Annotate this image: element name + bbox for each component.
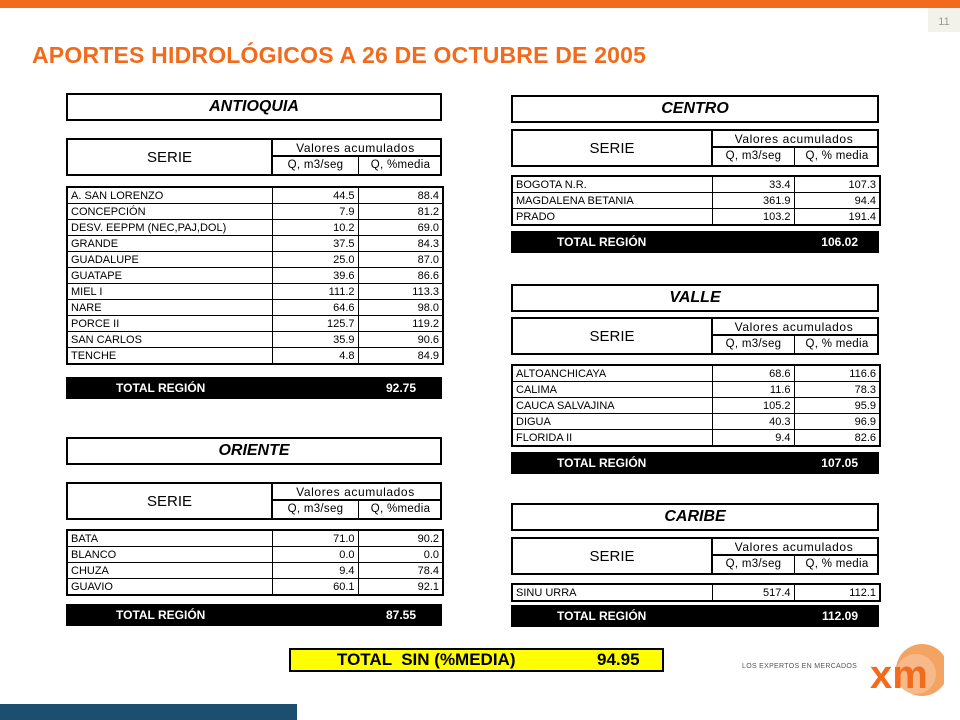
total-region-label: TOTAL REGIÓN <box>116 381 206 395</box>
q-m3-cell: 33.4 <box>712 176 794 193</box>
total-region <box>511 452 879 474</box>
region-title: ORIENTE <box>66 437 442 465</box>
total-region <box>66 377 442 399</box>
table-row <box>67 187 443 204</box>
total-sin-box <box>289 648 664 672</box>
q-pct-cell: 90.6 <box>358 332 443 348</box>
table-row <box>67 579 443 596</box>
logo-mark-text: xm <box>870 653 928 697</box>
serie-cell: PRADO <box>512 209 712 226</box>
q-m3-header: Q, m3/seg <box>713 148 795 165</box>
xm-logo-mark <box>864 640 944 702</box>
q-m3-cell: 517.4 <box>712 584 794 601</box>
q-m3-header: Q, m3/seg <box>273 501 359 518</box>
serie-cell: SINU URRA <box>512 584 712 601</box>
top-accent-bar <box>0 0 960 8</box>
table-row <box>67 332 443 348</box>
q-pct-cell: 88.4 <box>358 187 443 204</box>
table-row <box>512 584 880 601</box>
serie-header: SERIE <box>68 140 273 174</box>
page-number: 11 <box>928 8 960 32</box>
serie-cell: SAN CARLOS <box>67 332 272 348</box>
q-m3-cell: 9.4 <box>272 563 358 579</box>
serie-cell: MAGDALENA BETANIA <box>512 193 712 209</box>
q-m3-cell: 64.6 <box>272 300 358 316</box>
q-pct-cell: 191.4 <box>794 209 880 226</box>
data-table <box>511 175 881 226</box>
q-m3-cell: 361.9 <box>712 193 794 209</box>
table-row <box>67 563 443 579</box>
total-region-value: 112.09 <box>821 609 858 623</box>
q-m3-cell: 40.3 <box>712 414 794 430</box>
table-row <box>512 382 880 398</box>
q-pct-cell: 0.0 <box>358 547 443 563</box>
serie-cell: NARE <box>67 300 272 316</box>
serie-cell: DESV. EEPPM (NEC,PAJ,DOL) <box>67 220 272 236</box>
q-m3-cell: 37.5 <box>272 236 358 252</box>
total-region-label: TOTAL REGIÓN <box>557 456 647 470</box>
total-sin-label: TOTAL SIN (%MEDIA) <box>337 650 516 669</box>
valores-header: Valores acumulados <box>711 131 877 148</box>
table-row <box>512 365 880 382</box>
serie-cell: TENCHE <box>67 348 272 365</box>
q-m3-cell: 9.4 <box>712 430 794 447</box>
serie-cell: CAUCA SALVAJINA <box>512 398 712 414</box>
table-row <box>512 430 880 447</box>
q-pct-cell: 84.9 <box>358 348 443 365</box>
q-m3-cell: 4.8 <box>272 348 358 365</box>
q-pct-cell: 92.1 <box>358 579 443 596</box>
q-m3-cell: 105.2 <box>712 398 794 414</box>
q-pct-cell: 113.3 <box>358 284 443 300</box>
q-m3-cell: 39.6 <box>272 268 358 284</box>
q-m3-header: Q, m3/seg <box>273 157 359 174</box>
serie-cell: MIEL I <box>67 284 272 300</box>
q-m3-cell: 7.9 <box>272 204 358 220</box>
total-region <box>511 231 879 253</box>
total-region-label: TOTAL REGIÓN <box>557 235 647 249</box>
q-pct-cell: 86.6 <box>358 268 443 284</box>
table-header <box>66 482 442 520</box>
total-region-label: TOTAL REGIÓN <box>116 608 206 622</box>
serie-header: SERIE <box>513 539 713 573</box>
data-table <box>511 583 881 602</box>
serie-cell: GRANDE <box>67 236 272 252</box>
serie-cell: BLANCO <box>67 547 272 563</box>
q-pct-cell: 96.9 <box>794 414 880 430</box>
region-title: CARIBE <box>511 503 879 531</box>
total-region <box>511 605 879 627</box>
q-pct-cell: 98.0 <box>358 300 443 316</box>
q-pct-header: Q, %media <box>370 503 431 515</box>
serie-header: SERIE <box>513 131 713 165</box>
q-pct-cell: 78.4 <box>358 563 443 579</box>
data-table <box>511 364 881 447</box>
table-row <box>67 252 443 268</box>
table-row <box>67 530 443 547</box>
table-header <box>66 138 442 176</box>
total-region-value: 92.75 <box>385 381 416 395</box>
q-pct-cell: 119.2 <box>358 316 443 332</box>
logo-tagline: LOS EXPERTOS EN MERCADOS <box>742 663 858 670</box>
data-table <box>66 529 444 596</box>
q-m3-header: Q, m3/seg <box>713 336 795 353</box>
table-row <box>67 300 443 316</box>
q-m3-cell: 68.6 <box>712 365 794 382</box>
q-m3-cell: 44.5 <box>272 187 358 204</box>
q-pct-cell: 87.0 <box>358 252 443 268</box>
q-pct-cell: 90.2 <box>358 530 443 547</box>
q-pct-cell: 94.4 <box>794 193 880 209</box>
bottom-navy-bar <box>0 704 297 720</box>
serie-cell: CONCEPCIÓN <box>67 204 272 220</box>
q-m3-cell: 111.2 <box>272 284 358 300</box>
q-pct-header: Q, % media <box>805 558 869 570</box>
serie-cell: BOGOTA N.R. <box>512 176 712 193</box>
region-title: CENTRO <box>511 95 879 123</box>
q-pct-header: Q, % media <box>805 338 869 350</box>
serie-cell: FLORIDA II <box>512 430 712 447</box>
table-row <box>67 268 443 284</box>
serie-cell: CHUZA <box>67 563 272 579</box>
q-pct-cell: 112.1 <box>794 584 880 601</box>
total-region-value: 87.55 <box>385 608 416 622</box>
xm-logo <box>742 640 942 702</box>
q-pct-cell: 81.2 <box>358 204 443 220</box>
q-m3-cell: 11.6 <box>712 382 794 398</box>
table-row <box>67 284 443 300</box>
serie-cell: GUAVIO <box>67 579 272 596</box>
page-title: APORTES HIDROLÓGICOS A 26 DE OCTUBRE DE 2005 <box>32 42 647 68</box>
table-row <box>67 547 443 563</box>
q-m3-cell: 35.9 <box>272 332 358 348</box>
q-pct-cell: 69.0 <box>358 220 443 236</box>
serie-cell: A. SAN LORENZO <box>67 187 272 204</box>
q-m3-cell: 71.0 <box>272 530 358 547</box>
valores-header: Valores acumulados <box>711 539 877 556</box>
serie-header: SERIE <box>68 484 273 518</box>
table-row <box>67 220 443 236</box>
serie-header: SERIE <box>513 319 713 353</box>
q-m3-cell: 103.2 <box>712 209 794 226</box>
table-row <box>67 348 443 365</box>
q-pct-cell: 116.6 <box>794 365 880 382</box>
q-pct-cell: 78.3 <box>794 382 880 398</box>
table-row <box>67 236 443 252</box>
q-m3-cell: 125.7 <box>272 316 358 332</box>
serie-cell: GUADALUPE <box>67 252 272 268</box>
table-row <box>67 316 443 332</box>
data-table <box>66 186 444 365</box>
total-region-value: 106.02 <box>821 235 858 249</box>
q-pct-cell: 95.9 <box>794 398 880 414</box>
total-region <box>66 604 442 626</box>
q-pct-cell: 84.3 <box>358 236 443 252</box>
q-m3-cell: 25.0 <box>272 252 358 268</box>
total-region-label: TOTAL REGIÓN <box>557 609 647 623</box>
serie-cell: DIGUA <box>512 414 712 430</box>
table-header <box>511 129 879 167</box>
table-header <box>511 537 879 575</box>
serie-cell: CALIMA <box>512 382 712 398</box>
serie-cell: BATA <box>67 530 272 547</box>
valores-header: Valores acumulados <box>271 140 440 157</box>
region-title: VALLE <box>511 284 879 312</box>
q-m3-cell: 10.2 <box>272 220 358 236</box>
region-title: ANTIOQUIA <box>66 93 442 121</box>
table-row <box>512 209 880 226</box>
q-pct-header: Q, % media <box>805 150 869 162</box>
total-region-value: 107.05 <box>821 456 858 470</box>
q-pct-cell: 107.3 <box>794 176 880 193</box>
q-m3-header: Q, m3/seg <box>713 556 795 573</box>
valores-header: Valores acumulados <box>711 319 877 336</box>
table-row <box>512 414 880 430</box>
serie-cell: PORCE II <box>67 316 272 332</box>
valores-header: Valores acumulados <box>271 484 440 501</box>
serie-cell: ALTOANCHICAYA <box>512 365 712 382</box>
total-sin-value: 94.95 <box>597 650 640 669</box>
table-row <box>512 398 880 414</box>
q-pct-cell: 82.6 <box>794 430 880 447</box>
q-pct-header: Q, %media <box>370 159 431 171</box>
table-row <box>512 193 880 209</box>
serie-cell: GUATAPE <box>67 268 272 284</box>
table-row <box>512 176 880 193</box>
table-row <box>67 204 443 220</box>
table-header <box>511 317 879 355</box>
q-m3-cell: 60.1 <box>272 579 358 596</box>
q-m3-cell: 0.0 <box>272 547 358 563</box>
